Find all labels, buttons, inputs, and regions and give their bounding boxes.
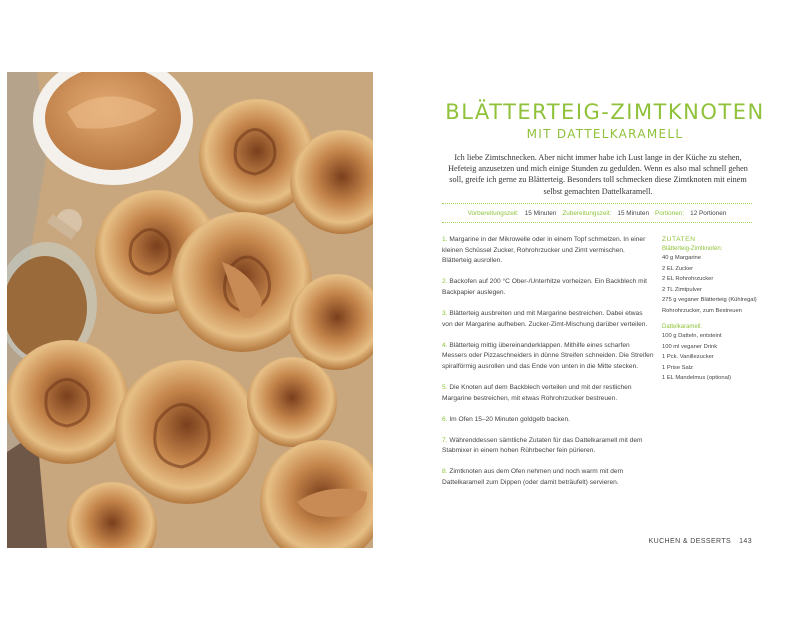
step-1	[442, 235, 654, 267]
step-7	[442, 436, 654, 457]
ingredient-group-title: Blätterteig-Zimtknoten:	[662, 246, 723, 252]
step-number: 2.	[442, 278, 448, 286]
step-number: 6.	[442, 415, 448, 423]
ingredient-item: 2 TL Zimtpulver	[662, 286, 702, 293]
step-8	[442, 467, 654, 488]
step-number: 3.	[442, 309, 448, 317]
step-2	[442, 277, 654, 298]
page-number: 143	[739, 538, 752, 545]
step-number: 1.	[442, 236, 448, 243]
step-number: 4.	[442, 341, 448, 349]
section-name: KUCHEN & DESSERTS	[648, 538, 732, 545]
step-number: 7.	[442, 436, 448, 444]
ingredient-item: 100 ml veganer Drink	[662, 343, 718, 350]
ingredients-heading: ZUTATEN	[662, 236, 696, 243]
ingredient-item: 275 g veganer Blätterteig (Kühlregal)	[662, 297, 757, 303]
step-text: Blätterteig mittig übereinanderklappen. Mithilfe eines scharfen Messers oder Pizzaschneiders in dünne Streifen schneiden. Die Streifen spiralförmig ausrollen und das Ende von unten in die Mitte stecken.	[442, 341, 654, 370]
ingredient-item: Rohrohrzucker, zum Bestreuen	[662, 307, 742, 314]
step-number: 8.	[442, 468, 448, 476]
step-5	[442, 383, 654, 404]
recipe-meta	[442, 203, 752, 223]
step-text: Backofen auf 200 °C Ober-/Unterhitze vorheizen. Ein Backblech mit Backpapier auslegen.	[442, 278, 647, 296]
step-text: Zimtknoten aus dem Ofen nehmen und noch warm mit dem Dattelkaramell zum Dippen (oder damit beträufelt) servieren.	[442, 468, 624, 486]
step-text: Blätterteig ausbreiten und mit Margarine bestreichen. Dabei etwas von der Margarine aufheben. Zucker-Zimt-Mischung darüber verteilen.	[442, 309, 648, 328]
page-footer	[640, 538, 752, 545]
recipe-photo	[7, 72, 373, 548]
ingredient-group-title: Dattelkaramell:	[662, 324, 703, 330]
prep-time-value: 15 Minuten	[524, 209, 557, 217]
recipe-title: BLÄTTERTEIG-ZIMTKNOTEN	[445, 100, 765, 124]
step-4	[442, 341, 654, 373]
ingredient-item: 2 EL Rohrohrzucker	[662, 276, 714, 282]
ingredient-item: 100 g Datteln, entsteint	[662, 333, 722, 339]
recipe-steps	[442, 235, 654, 499]
ingredient-item: 1 Pck. Vanillezucker	[662, 354, 714, 360]
step-number: 5.	[442, 383, 448, 391]
cook-time-label: Zubereitungszeit:	[562, 209, 612, 217]
ingredient-item: 2 EL Zucker	[662, 265, 694, 272]
cinnamon-knots-photo	[7, 72, 373, 548]
ingredient-item: 40 g Margarine	[662, 255, 701, 261]
step-text: Margarine in der Mikrowelle oder in einem Topf schmelzen. In einer kleinen Schüssel Zucker, Rohrohrzucker und Zimt vermischen. Blätterteig ausrollen.	[442, 236, 646, 265]
ingredients-list	[662, 236, 762, 386]
recipe-intro: Ich liebe Zimtschnecken. Aber nicht immer habe ich Lust lange in der Küche zu stehen, Hefeteig anzusetzen und mich einige Stunden zu gedulden. Wenn es also mal schnell gehen soll, greife ich gerne zu Blätterteig. Besonders toll schmecken diese Zimtknoten mit einem selbst gemachten Dattelkaramell.	[448, 153, 748, 196]
step-text: Währenddessen sämtliche Zutaten für das Dattelkaramell mit dem Stabmixer in einem hohen Rührbecher fein pürieren.	[442, 436, 643, 455]
cook-time-value: 15 Minuten	[617, 209, 650, 217]
step-text: Die Knoten auf dem Backblech verteilen und mit der restlichen Margarine bestreichen, mit etwas Rohrohrzucker bestreuen.	[442, 383, 632, 402]
step-3	[442, 309, 654, 330]
ingredient-item: 1 Prise Salz	[662, 364, 693, 371]
prep-time-label: Vorbereitungszeit:	[467, 209, 519, 217]
step-text: Im Ofen 15–20 Minuten goldgelb backen.	[449, 415, 570, 423]
step-6	[442, 415, 654, 426]
portions-label: Portionen:	[655, 209, 685, 217]
recipe-subtitle: MIT DATTELKARAMELL	[526, 127, 684, 141]
portions-value: 12 Portionen	[690, 209, 727, 217]
ingredient-item: 1 EL Mandelmus (optional)	[662, 375, 732, 381]
